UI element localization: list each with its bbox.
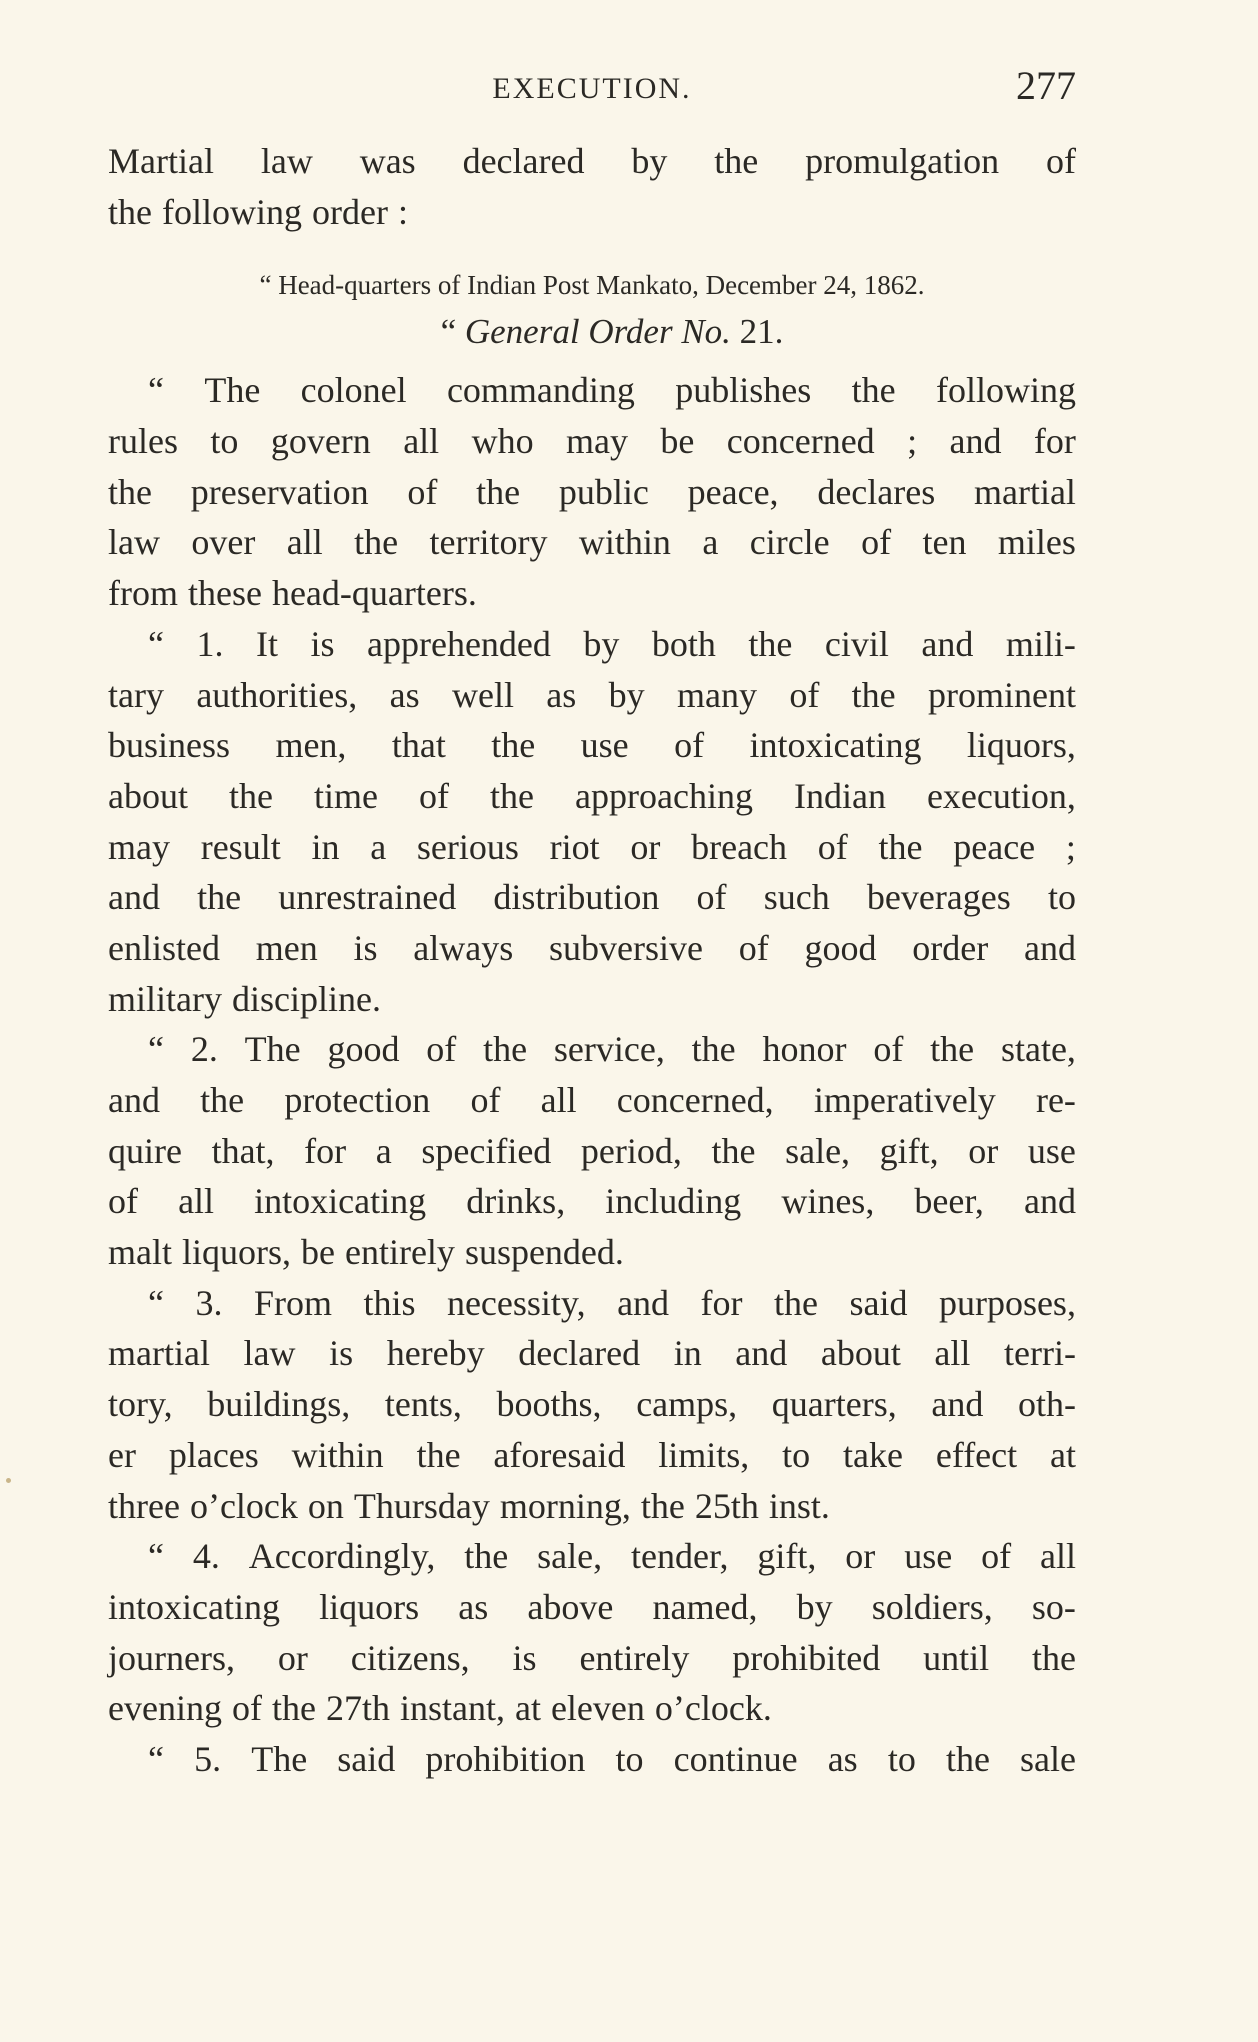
text-line: er places within the aforesaid limits, to take effect at — [108, 1434, 1076, 1475]
page-number: 277 — [1016, 63, 1076, 108]
order-heading — [108, 263, 1076, 357]
text-line: of all intoxicating drinks, including wines, beer, and — [108, 1181, 1076, 1222]
order-label: General Order No. — [464, 312, 731, 352]
order-quote: “ — [440, 312, 457, 352]
text-line: “ 2. The good of the service, the honor of the state, — [148, 1029, 1076, 1070]
text-line: tary authorities, as well as by many of the prominent — [108, 674, 1076, 715]
text-line: intoxicating liquors as above named, by soldiers, so- — [108, 1586, 1076, 1627]
text-line: and the protection of all concerned, imperatively re- — [108, 1080, 1076, 1120]
text-line: from these head-quarters. — [108, 573, 477, 614]
text-line: malt liquors, be entirely suspended. — [108, 1232, 624, 1273]
text-line: rules to govern all who may be concerned ; and for — [108, 421, 1076, 462]
running-head — [108, 62, 1076, 114]
rule-5-paragraph — [108, 1734, 1076, 1785]
text-line: “ 3. From this necessity, and for the said purposes, — [148, 1282, 1076, 1323]
text-line: three o’clock on Thursday morning, the 25th inst. — [108, 1485, 830, 1526]
text-line: about the time of the approaching Indian execution, — [108, 775, 1076, 816]
general-order-line — [108, 307, 1076, 357]
text-line: may result in a serious riot or breach of the peace ; — [108, 826, 1076, 867]
body-text — [108, 136, 1076, 1785]
text-line: “ The colonel commanding publishes the following — [148, 370, 1076, 411]
rule-2-paragraph — [108, 1024, 1076, 1277]
text-line: “ 1. It is apprehended by both the civil and mili- — [148, 623, 1076, 664]
text-line: Martial law was declared by the promulgation of — [108, 141, 1076, 181]
text-line: military discipline. — [108, 978, 381, 1019]
order-number: 21. — [739, 312, 784, 352]
rule-1-paragraph — [108, 619, 1076, 1025]
headquarters-line: “ Head-quarters of Indian Post Mankato, December 24, 1862. — [259, 270, 925, 301]
text-line: and the unrestrained distribution of such beverages to — [108, 877, 1076, 918]
text-line: tory, buildings, tents, booths, camps, quarters, and oth- — [108, 1384, 1076, 1425]
text-line: law over all the territory within a circle of ten miles — [108, 522, 1076, 563]
intro-paragraph — [108, 136, 1076, 237]
text-line: the following order : — [108, 191, 408, 232]
text-line: the preservation of the public peace, declares martial — [108, 471, 1076, 512]
rule-4-paragraph — [108, 1531, 1076, 1734]
text-line: enlisted men is always subversive of good order and — [108, 927, 1076, 968]
text-line: quire that, for a specified period, the sale, gift, or use — [108, 1130, 1076, 1171]
text-line: journers, or citizens, is entirely prohibited until the — [108, 1637, 1076, 1678]
text-line: evening of the 27th instant, at eleven o’clock. — [108, 1688, 772, 1729]
running-title: EXECUTION. — [492, 72, 692, 105]
text-line: “ 5. The said prohibition to continue as to the sale — [148, 1738, 1076, 1779]
margin-speck — [6, 1478, 11, 1483]
rule-3-paragraph — [108, 1278, 1076, 1531]
preamble-paragraph — [108, 365, 1076, 618]
text-line: “ 4. Accordingly, the sale, tender, gift, or use of all — [148, 1536, 1076, 1577]
text-line: martial law is hereby declared in and about all terri- — [108, 1333, 1076, 1374]
text-line: business men, that the use of intoxicating liquors, — [108, 725, 1076, 766]
